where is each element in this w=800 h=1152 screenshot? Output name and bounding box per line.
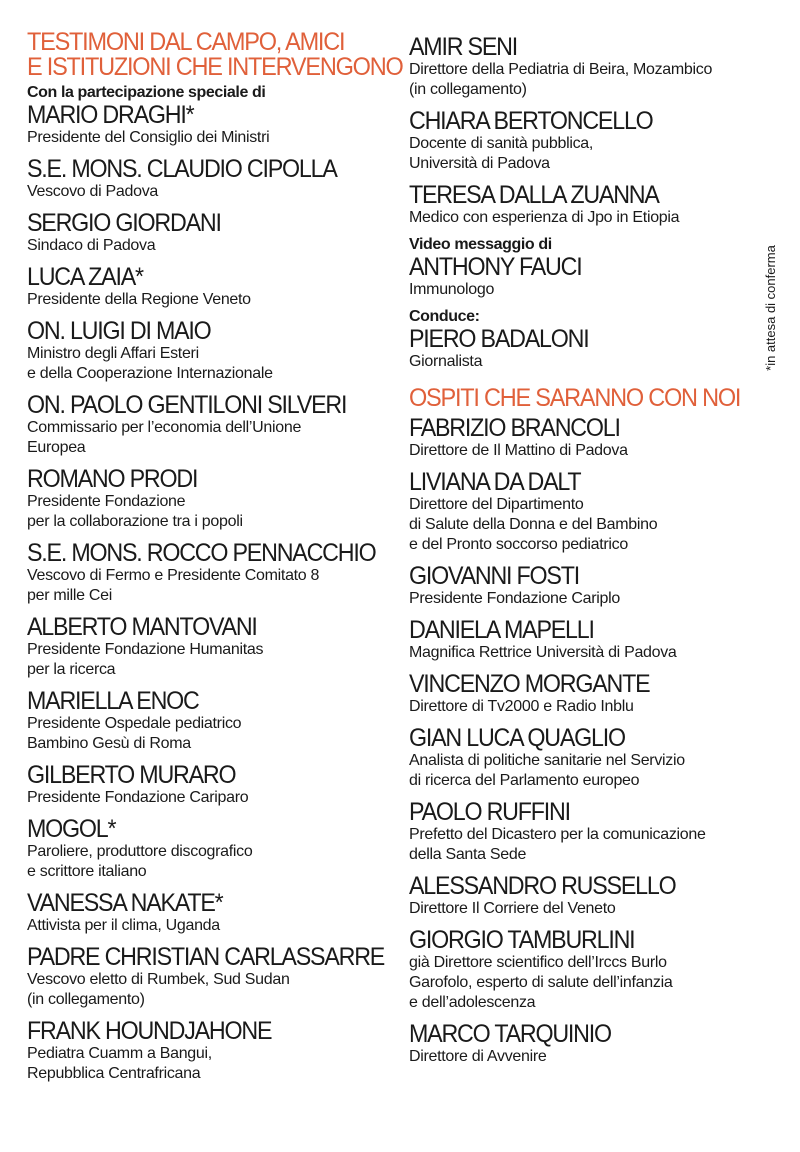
person-name: ALBERTO MANTOVANI xyxy=(27,613,257,641)
person-name: VANESSA NAKATE* xyxy=(27,889,223,917)
person-entry xyxy=(27,210,399,256)
person-entry xyxy=(27,392,399,458)
person-entry xyxy=(409,799,754,865)
person-role: Commissario per l’economia dell’Unione Europea xyxy=(27,419,302,456)
person-entry xyxy=(409,671,754,717)
person-name: ON. PAOLO GENTILONI SILVERI xyxy=(27,391,347,419)
guest-list xyxy=(409,415,754,1067)
person-name: ANTHONY FAUCI xyxy=(409,253,582,281)
person-name: MOGOL* xyxy=(27,815,116,843)
person-entry xyxy=(27,890,399,936)
heading-line: E ISTITUZIONI CHE INTERVENGONO xyxy=(27,53,403,81)
confirmation-note xyxy=(760,238,782,378)
person-role: Vescovo di Padova xyxy=(27,183,158,200)
person-role: Vescovo di Fermo e Presidente Comitato 8 per mille Cei xyxy=(27,567,320,604)
person-name: SERGIO GIORDANI xyxy=(27,209,221,237)
person-name: GIOVANNI FOSTI xyxy=(409,562,579,590)
right-column xyxy=(409,30,754,1067)
person-role: Presidente della Regione Veneto xyxy=(27,291,251,308)
person-entry xyxy=(27,264,399,310)
person-name: GILBERTO MURARO xyxy=(27,761,236,789)
section-heading-guests: OSPITI CHE SARANNO CON NOI xyxy=(409,384,741,412)
person-role: Giornalista xyxy=(409,353,483,370)
person-role: Presidente Ospedale pediatrico Bambino Gesù di Roma xyxy=(27,715,242,752)
speaker-list-continued xyxy=(409,34,754,372)
person-entry xyxy=(27,318,399,384)
person-entry xyxy=(409,415,754,461)
left-column xyxy=(27,28,403,1084)
person-entry xyxy=(27,466,399,532)
person-role: Direttore della Pediatria di Beira, Mozambico (in collegamento) xyxy=(409,61,713,98)
person-role: Direttore di Tv2000 e Radio Inblu xyxy=(409,698,634,715)
person-entry xyxy=(409,308,754,372)
person-entry xyxy=(409,469,754,555)
person-name: PADRE CHRISTIAN CARLASSARRE xyxy=(27,943,385,971)
person-name: S.E. MONS. CLAUDIO CIPOLLA xyxy=(27,155,337,183)
person-name: TERESA DALLA ZUANNA xyxy=(409,181,659,209)
person-name: FABRIZIO BRANCOLI xyxy=(409,414,620,442)
person-entry xyxy=(27,762,399,808)
person-role: Presidente del Consiglio dei Ministri xyxy=(27,129,270,146)
person-entry xyxy=(409,725,754,791)
intro-label: Video messaggio di xyxy=(409,236,552,253)
person-name: S.E. MONS. ROCCO PENNACCHIO xyxy=(27,539,376,567)
person-entry xyxy=(27,688,399,754)
person-role: Direttore di Avvenire xyxy=(409,1048,547,1065)
person-role: Presidente Fondazione per la collaborazione tra i popoli xyxy=(27,493,243,530)
person-role: Presidente Fondazione Cariplo xyxy=(409,590,620,607)
person-role: Ministro degli Affari Esteri e della Cooperazione Internazionale xyxy=(27,345,273,382)
person-name: LIVIANA DA DALT xyxy=(409,468,581,496)
person-role: Pediatra Cuamm a Bangui, Repubblica Centrafricana xyxy=(27,1045,212,1082)
person-role: Sindaco di Padova xyxy=(27,237,156,254)
person-name: DANIELA MAPELLI xyxy=(409,616,594,644)
person-entry xyxy=(27,156,399,202)
person-name: AMIR SENI xyxy=(409,33,517,61)
person-role: Direttore Il Corriere del Veneto xyxy=(409,900,616,917)
person-role: Presidente Fondazione Cariparo xyxy=(27,789,249,806)
person-entry xyxy=(409,563,754,609)
person-name: FRANK HOUNDJAHONE xyxy=(27,1017,272,1045)
person-entry xyxy=(27,84,399,148)
section-heading-speakers xyxy=(27,28,403,81)
person-role: Medico con esperienza di Jpo in Etiopia xyxy=(409,209,680,226)
person-entry xyxy=(27,1018,399,1084)
person-name: PAOLO RUFFINI xyxy=(409,798,570,826)
person-role: Presidente Fondazione Humanitas per la ricerca xyxy=(27,641,264,678)
person-role: Direttore de Il Mattino di Padova xyxy=(409,442,628,459)
person-role: Direttore del Dipartimento di Salute della Donna e del Bambino e del Pronto soccorso pediatrico xyxy=(409,496,658,553)
person-name: CHIARA BERTONCELLO xyxy=(409,107,653,135)
person-name: ROMANO PRODI xyxy=(27,465,198,493)
person-name: MARIO DRAGHI* xyxy=(27,101,194,129)
person-role: Vescovo eletto di Rumbek, Sud Sudan (in collegamento) xyxy=(27,971,290,1008)
person-role: Docente di sanità pubblica, Università di Padova xyxy=(409,135,594,172)
person-role: Attivista per il clima, Uganda xyxy=(27,917,220,934)
person-entry xyxy=(27,944,399,1010)
person-entry xyxy=(409,1021,754,1067)
person-entry xyxy=(27,540,399,606)
person-name: LUCA ZAIA* xyxy=(27,263,143,291)
person-entry xyxy=(409,873,754,919)
person-name: ON. LUIGI DI MAIO xyxy=(27,317,211,345)
person-role: Paroliere, produttore discografico e scrittore italiano xyxy=(27,843,253,880)
person-entry xyxy=(409,617,754,663)
speaker-list xyxy=(27,84,399,1084)
person-role: già Direttore scientifico dell’Irccs Burlo Garofolo, esperto di salute dell’infanzia e dell’adolescenza xyxy=(409,954,673,1011)
guests-section xyxy=(409,386,754,1067)
confirmation-note-text: *in attesa di conferma xyxy=(763,245,779,371)
person-entry xyxy=(409,34,754,100)
person-name: GIORGIO TAMBURLINI xyxy=(409,926,635,954)
person-name: GIAN LUCA QUAGLIO xyxy=(409,724,625,752)
person-name: MARIELLA ENOC xyxy=(27,687,199,715)
person-entry xyxy=(409,108,754,174)
intro-label: Conduce: xyxy=(409,308,480,325)
person-role: Immunologo xyxy=(409,281,495,298)
person-role: Prefetto del Dicastero per la comunicazione della Santa Sede xyxy=(409,826,706,863)
person-entry xyxy=(27,614,399,680)
person-entry xyxy=(27,816,399,882)
heading-line: TESTIMONI DAL CAMPO, AMICI xyxy=(27,28,345,56)
person-name: MARCO TARQUINIO xyxy=(409,1020,611,1048)
person-role: Magnifica Rettrice Università di Padova xyxy=(409,644,677,661)
person-name: ALESSANDRO RUSSELLO xyxy=(409,872,676,900)
person-name: VINCENZO MORGANTE xyxy=(409,670,650,698)
person-entry xyxy=(409,927,754,1013)
person-role: Analista di politiche sanitarie nel Servizio di ricerca del Parlamento europeo xyxy=(409,752,685,789)
person-name: PIERO BADALONI xyxy=(409,325,589,353)
person-entry xyxy=(409,236,754,300)
intro-label: Con la partecipazione speciale di xyxy=(27,84,266,101)
person-entry xyxy=(409,182,754,228)
